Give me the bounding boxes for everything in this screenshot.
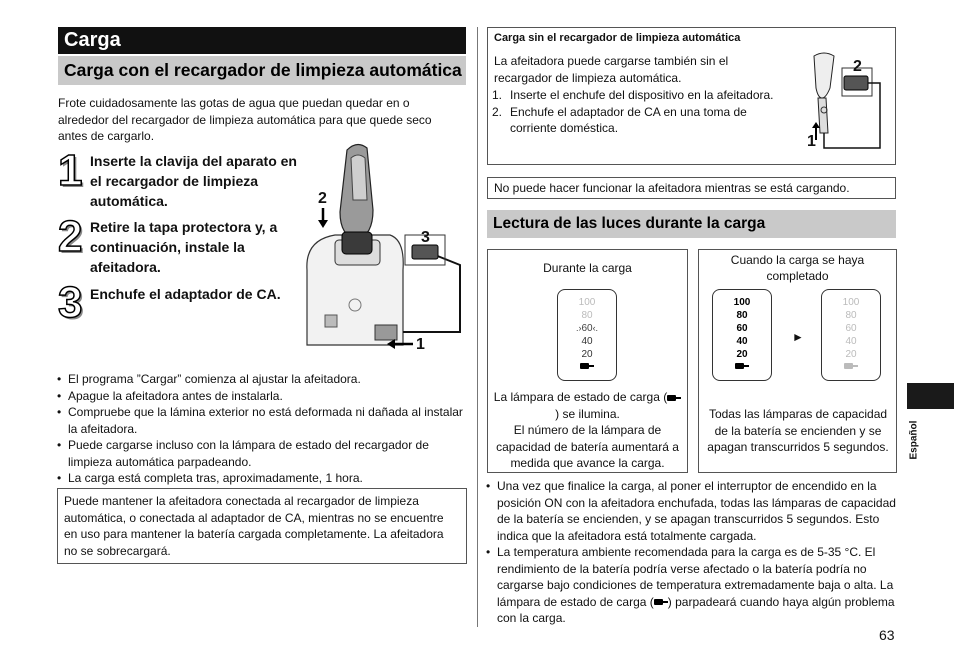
no-charger-intro: La afeitadora puede cargarse también sin el recargador de limpieza automática. (494, 54, 729, 85)
during-lamp-panel (557, 289, 617, 381)
page-title: Carga (58, 27, 466, 54)
plug-icon (667, 394, 681, 402)
charger-illustration (295, 140, 470, 355)
figure-label-2: 2 (318, 190, 327, 207)
note-box (57, 488, 467, 564)
no-charger-steps (492, 87, 792, 137)
list-item: 1. Inserte el enchufe del dispositivo en la afeitadora. (492, 88, 774, 102)
language-label: Español (908, 420, 920, 460)
list-item: • Una vez que finalice la carga, al poner el interruptor de encendido en la posición ON con la afeitadora enchufada, todas las lámparas de capacidad de la batería se encienden, y se apagan transcurridos 5 segundos. Esto indica que la afeitadora está totalmente cargada. (486, 478, 896, 544)
list-item: • La temperatura ambiente recomendada para la carga es de 5-35 °C. El rendimiento de la batería podría verse afectado o la batería podría no cargarse bajo condiciones de temperatura extremadamente baja o alta. La lámpara de estado de carga ( ) parpadeará cuando haya algún problema con la carga. (486, 544, 896, 627)
step-3-text: Enchufe el adaptador de CA. (90, 286, 281, 302)
figure-label-3: 3 (421, 229, 430, 246)
warning-box (487, 177, 896, 199)
plug-icon (713, 361, 771, 374)
step-2-text: Retire la tapa protectora y, a continuación, instale la afeitadora. (90, 219, 278, 275)
complete-heading: Cuando la carga se haya completado (730, 253, 865, 283)
arrow-right-icon: ► (792, 330, 804, 344)
language-tab (907, 383, 954, 409)
list-item: • Apague la afeitadora antes de instalarla. (57, 388, 467, 405)
lamp-40: 40 (845, 336, 857, 347)
box-figure-label-1: 1 (807, 133, 816, 150)
lamp-80: 80 (581, 310, 593, 321)
warning-text: No puede hacer funcionar la afeitadora mientras se está cargando. (494, 181, 850, 195)
step-2-number: 2 (58, 212, 83, 261)
lamp-40: 40 (581, 336, 593, 347)
plug-icon (558, 361, 616, 374)
during-heading: Durante la carga (543, 261, 632, 275)
step-3-number: 3 (58, 278, 83, 327)
complete-lamp-panel-off (821, 289, 881, 381)
during-description: La lámpara de estado de carga () se ilumina. El número de la lámpara de capacidad de batería aumentará a medida que avance la carga. (493, 389, 682, 472)
step-1-text: Inserte la clavija del aparato en el recargador de limpieza automática. (90, 153, 297, 209)
lamp-80: 80 (736, 310, 748, 321)
lamp-20: 20 (736, 349, 748, 360)
lamp-100: 100 (842, 297, 860, 308)
list-item: • La carga está completa tras, aproximadamente, 1 hora. (57, 470, 467, 487)
lamp-20: 20 (845, 349, 857, 360)
plug-icon (822, 361, 880, 374)
list-item: • Compruebe que la lámina exterior no está deformada ni dañada al instalar la afeitadora. (57, 404, 467, 437)
section-title: Carga con el recargador de limpieza automática (58, 56, 466, 85)
plug-icon (654, 598, 668, 606)
complete-description: Todas las lámparas de capacidad de la batería se encienden y se apagan transcurridos 5 segundos. (707, 407, 889, 454)
step-1-number: 1 (58, 146, 83, 195)
box-figure-label-2: 2 (853, 58, 862, 75)
note-text: Puede mantener la afeitadora conectada al recargador de limpieza automática, o conectada al adaptador de CA, mientras no se encuentre en uso para mantener la batería cargada completamente. La afeitadora no se sobrecargará. (64, 494, 444, 558)
list-item: 2. Enchufe el adaptador de CA en una toma de corriente doméstica. (492, 104, 747, 135)
complete-lamp-panel-on (712, 289, 772, 381)
lamp-40: 40 (736, 336, 748, 347)
page-number: 63 (879, 627, 895, 643)
figure-label-1: 1 (416, 336, 425, 353)
lamp-60: 60 (736, 323, 748, 334)
lamp-100: 100 (578, 297, 596, 308)
no-charger-title: Carga sin el recargador de limpieza automática (494, 32, 741, 44)
lamp-60: 60 (845, 323, 857, 334)
right-bullet-list (486, 478, 896, 627)
left-bullet-list (57, 371, 467, 487)
column-divider (477, 27, 478, 627)
lamp-20: 20 (581, 349, 593, 360)
lights-section-title: Lectura de las luces durante la carga (487, 210, 896, 238)
intro-text: Frote cuidadosamente las gotas de agua que puedan quedar en o alrededor del recargador de limpieza automática para que quede seco antes de cargarlo. (58, 96, 432, 143)
lamp-100: 100 (733, 297, 751, 308)
list-item: • Puede cargarse incluso con la lámpara de estado del recargador de limpieza automática parpadeando. (57, 437, 467, 470)
lamp-60: .›60‹. (575, 323, 599, 334)
lamp-80: 80 (845, 310, 857, 321)
list-item: • El programa ”Cargar” comienza al ajustar la afeitadora. (57, 371, 467, 388)
